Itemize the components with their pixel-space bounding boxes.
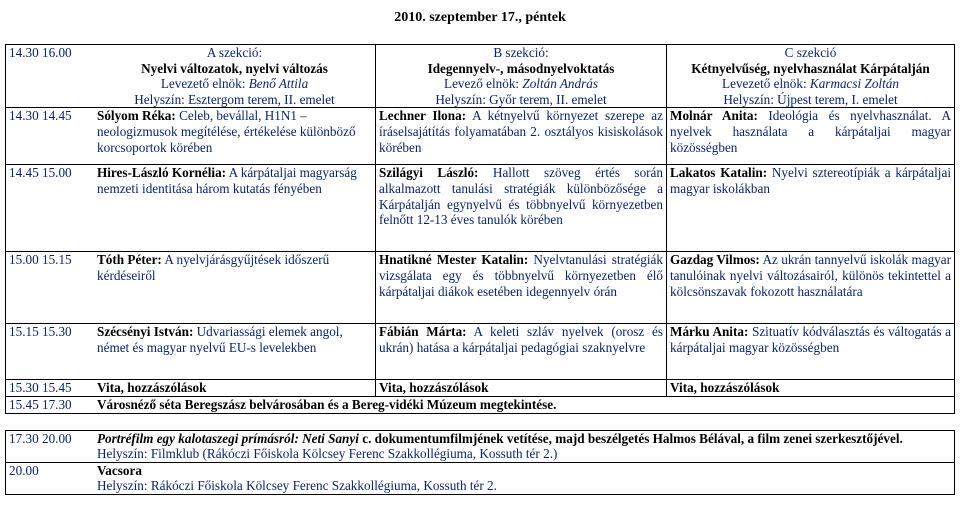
page-title: 2010. szeptember 17., péntek — [394, 10, 566, 25]
slot-1-b: Lechner Ilona: A kétnyelvű környezet szerepe az íráselsajátítás folyamatában 2. osztályos kisiskolások körében — [376, 108, 667, 165]
section-c-header — [667, 45, 955, 108]
walk-cell: 15.45 17.30 Városnéző séta Beregszász belvárosában és a Bereg-vidéki Múzeum megtekintése. — [6, 396, 955, 413]
section-a-header — [6, 45, 376, 108]
table-row — [6, 165, 955, 252]
table-row — [6, 252, 955, 324]
discussion-row — [6, 380, 955, 397]
slot-2-c: Lakatos Katalin: Nyelvi sztereotípiák a kárpátaljai magyar iskolákban — [667, 165, 955, 252]
section-c-topic: Kétnyelvűség, nyelvhasználat Kárpátalján — [691, 60, 930, 76]
walk-row — [6, 396, 955, 413]
film-cell: 17.30 20.00 Portréfilm egy kalotaszegi prímásról: Neti Sanyi c. dokumentumfilmjének vetítése, majd beszélgetés Halmos Bélával, a film zenei szerkesztőjével. Helyszín: Filmklub (Rákóczi Főiskola Kölcsey Ferenc Szakkollégiuma, Kossuth tér 2.) — [6, 430, 955, 462]
slot-1-a: 14.30 14.45 Sólyom Réka: Celeb, bevállal, H1N1 – neologizmusok megítélése, értékelése különböző korcsoportok körében — [6, 108, 376, 165]
section-c-name: C szekció — [784, 45, 837, 60]
slot-4-c: Márku Anita: Szituatív kódválasztás és váltogatás a kárpátaljai magyar közösségben — [667, 324, 955, 380]
section-b-name: B szekció: — [493, 45, 549, 60]
film-row — [6, 430, 955, 462]
section-c-venue: Helyszín: Újpest terem, I. emelet — [723, 91, 898, 107]
section-a-topic: Nyelvi változatok, nyelvi változás — [141, 60, 328, 76]
slot-4-a: 15.15 15.30 Szécsényi István: Udvariassági elemek angol, német és magyar nyelvű EU-s levelekben — [6, 324, 376, 380]
discussion-a: 15.30 15.45 Vita, hozzászólások — [6, 380, 376, 397]
table-row — [6, 324, 955, 380]
section-b-chair: Levező elnök: Zoltán András — [444, 76, 598, 92]
slot-3-a: 15.00 15.15 Tóth Péter: A nyelvjárásgyűjtések időszerű kérdéseiről — [6, 252, 376, 324]
dinner-row — [6, 462, 955, 494]
section-a-name: A szekció: — [206, 45, 263, 60]
slot-3-b: Hnatikné Mester Katalin: Nyelvtanulási stratégiák vizsgálata egy és többnyelvű környezetben élő kárpátaljai diákok esetében idegennyelv órán — [376, 252, 667, 324]
slot-2-a: 14.45 15.00 Hires-László Kornélia: A kárpátaljai magyarság nemzeti identitása három kutatás fényében — [6, 165, 376, 252]
program-table — [5, 44, 955, 495]
section-b-topic: Idegennyelv-, másodnyelvoktatás — [427, 60, 615, 76]
header-time: 14.30 16.00 — [9, 45, 72, 60]
slot-3-c: Gazdag Vilmos: Az ukrán tannyelvű iskolák magyar tanulóinak nyelvi változásairól, különös tekintettel a kölcsönszavak fokozott használatára — [667, 252, 955, 324]
section-a-venue: Helyszín: Esztergom terem, II. emelet — [134, 91, 335, 107]
discussion-c: Vita, hozzászólások — [667, 380, 955, 397]
discussion-b: Vita, hozzászólások — [376, 380, 667, 397]
dinner-cell: 20.00 Vacsora Helyszín: Rákóczi Főiskola Kölcsey Ferenc Szakkollégiuma, Kossuth tér 2. — [6, 462, 955, 494]
spacer-row — [6, 413, 955, 430]
section-a-chair: Levezető elnök: Benő Attila — [160, 76, 309, 92]
table-row — [6, 108, 955, 165]
slot-4-b: Fábián Márta: A keleti szláv nyelvek (orosz és ukrán) hatása a kárpátaljai pedagógiai szaknyelvre — [376, 324, 667, 380]
section-b-header — [376, 45, 667, 108]
slot-2-b: Szilágyi László: Hallott szöveg értés során alkalmazott tanulási stratégiák különbözősége a Kárpátalján egynyelvű és többnyelvű környezetben felnőtt 12-13 éves tanulók körében — [376, 165, 667, 252]
section-b-venue: Helyszín: Győr terem, II. emelet — [435, 91, 607, 107]
sections-header-row — [6, 45, 955, 108]
section-c-chair: Levezető elnök: Karmacsi Zoltán — [722, 76, 899, 92]
slot-1-c: Molnár Anita: Ideológia és nyelvhasználat. A nyelvek használata a kárpátaljai magyar közösségben — [667, 108, 955, 165]
